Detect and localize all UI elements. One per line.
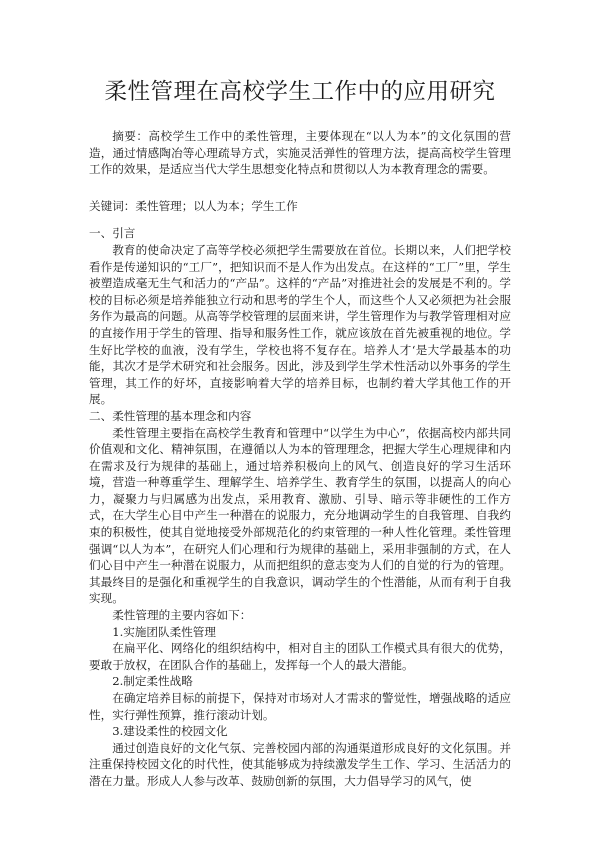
paragraph-concepts: 柔性管理主要指在高校学生教育和管理中“以学生为中心”，依据高校内部共同价值观和文化、精神氛围，在遵循以人为本的管理理念，把握大学生心理规律和内在需求及行为规律的基础上，通过培养积极向上的风气、创造良好的学习生活环境，营造一种尊重学生、理解学生、培养学生、教育学生的氛围，以提高人的向心力，凝聚力与归属感为出发点，采用教育、激励、引导、暗示等非硬性的工作方式，在大学生心目中产生一种潜在的说服力，充分地调动学生的自我管理、自我约束的积极性，使其自觉地接受外部规范化的约束管理的一种人性化管理。柔性管理强调“以人为本”，在研究人们心理和行为规律的基础上，采用非强制的方式，在人们心目中产生一种潜在说服力，从而把组织的意志变为人们的自觉的行为的管理。其最终目的是强化和重视学生的自我意识，调动学生的个性潜能，从而有利于自我实现。: [89, 425, 511, 606]
item-heading-strategy: 2.制定柔性战略: [112, 674, 193, 689]
item-heading-culture: 3.建设柔性的校园文化: [112, 724, 228, 739]
item-text-culture: 通过创造良好的文化气氛、完善校园内部的沟通渠道形成良好的文化氛围。并注重保持校园文化的时代性，使其能够成为持续激发学生工作、学习、生活活力的潜在力量。形成人人参与改革、鼓励创新的氛围，大力倡导学习的风气，使: [89, 740, 511, 788]
page-title: 柔性管理在高校学生工作中的应用研究: [104, 79, 496, 105]
item-text-strategy: 在确定培养目标的前提下，保持对市场对人才需求的警觉性，增强战略的适应性，实行弹性预算，推行滚动计划。: [89, 691, 511, 722]
paragraph-contents-intro: 柔性管理的主要内容如下：: [112, 608, 252, 623]
item-heading-team: 1.实施团队柔性管理: [112, 624, 216, 639]
section-heading-intro: 一、引言: [89, 226, 136, 241]
item-text-team: 在扁平化、网络化的组织结构中，相对自主的团队工作模式具有很大的优势，要敢于放权，在团队合作的基础上，发挥每一个人的最大潜能。: [89, 641, 511, 672]
body-text: [89, 225, 511, 789]
paragraph-intro: 教育的使命决定了高等学校必须把学生需要放在首位。长期以来，人们把学校看作是传递知识的“工厂”，把知识而不是人作为出发点。在这样的“工厂”里，学生被塑造成毫无生气和活力的“产品”。这样的“产品”对推进社会的发展是不利的。学校的目标必须是培养能独立行动和思考的学生个人，而这些个人又必须把为社会服务作为最高的问题。从高等学校管理的层面来讲，学生管理作为与教学管理相对应的直接作用于学生的管理、指导和服务性工作，就应该放在首先被重视的地位。学生好比学校的血液，没有学生，学校也将不复存在。培养人才‘是大学最基本的功能，其次才是学术研究和社会服务。因此，涉及到学生学术性活动以外事务的学生管理，其工作的好坏，直接影响着大学的培养目标，也制约着大学其他工作的开展。: [89, 242, 511, 407]
keywords: 关键词：柔性管理；以人为本；学生工作: [89, 198, 298, 213]
abstract: 摘要：高校学生工作中的柔性管理，主要体现在“以人为本”的文化氛围的营造，通过情感陶冶等心理疏导方式，实施灵活弹性的管理方法，提高高校学生管理工作的效果，是适应当代大学生思想变化特点和贯彻以人为本教育理念的需要。: [89, 129, 511, 177]
section-heading-concepts: 二、柔性管理的基本理念和内容: [89, 408, 252, 423]
